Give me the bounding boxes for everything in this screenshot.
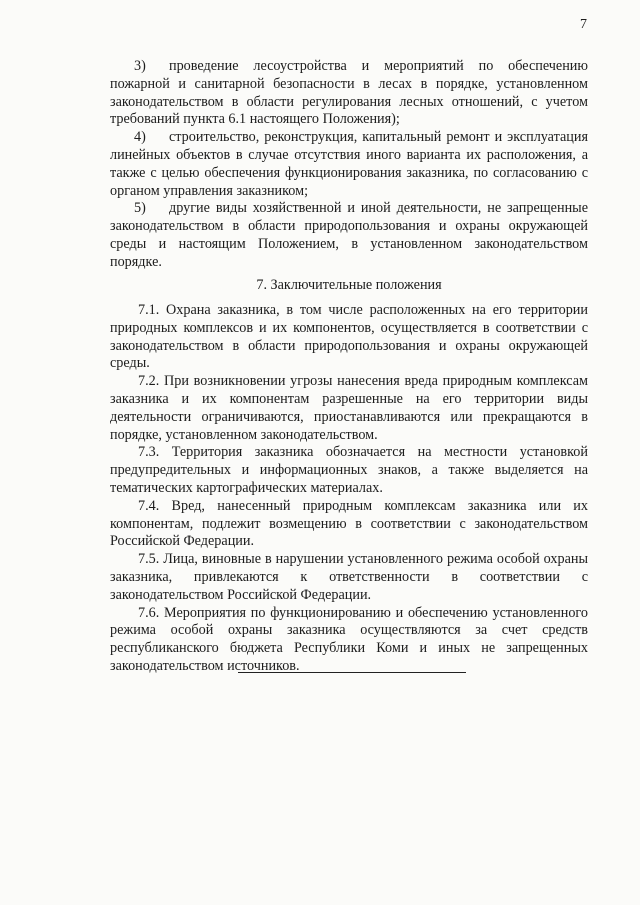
list-item-text: другие виды хозяйственной и иной деятельности, не запрещенные законодательством в области природопользования и охраны окружающей среды и настоящим Положением, в установленном законодательством порядке.	[110, 200, 588, 270]
list-item-number: 5)	[134, 200, 146, 217]
paragraph-7-1: 7.1. Охрана заказника, в том числе расположенных на его территории природных комплексов и их компонентов, осуществляется в соответствии с законодательством в области природопользования и охраны окружающей среды.	[110, 302, 588, 372]
paragraph-7-5: 7.5. Лица, виновные в нарушении установленного режима особой охраны заказника, привлекаются к ответственности в соответствии с законодательством Российской Федерации.	[110, 551, 588, 603]
list-item-number: 3)	[134, 58, 146, 74]
page-number: 7	[580, 17, 587, 32]
section-heading: 7. Заключительные положения	[256, 277, 442, 293]
paragraph-7-4: 7.4. Вред, нанесенный природным комплексам заказника или их компонентам, подлежит возмещению в соответствии с законодательством Российской Федерации.	[110, 497, 588, 550]
paragraph-7-6: 7.6. Мероприятия по функционированию и обеспечению установленного режима особой охраны заказника осуществляются за счет средств республиканского бюджета Республики Коми и иных не запрещенных законодательством источников.	[110, 604, 588, 674]
end-rule	[238, 672, 466, 673]
list-item	[110, 58, 588, 129]
list-item	[110, 129, 588, 200]
list-item-text: строительство, реконструкция, капитальный ремонт и эксплуатация линейных объектов в случае отсутствия иного варианта их расположения, а также с целью обеспечения функционирования заказника, по согласованию с органом управления заказником;	[110, 129, 588, 199]
list-item	[110, 200, 588, 271]
list-item-number: 4)	[134, 129, 146, 146]
final-provisions	[110, 302, 588, 676]
list-item-text: проведение лесоустройства и мероприятий по обеспечению пожарной и санитарной безопасности в лесах в порядке, установленном законодательством в области регулирования лесных отношений, с учетом требований пункта 6.1 настоящего Положения);	[110, 58, 588, 128]
permitted-activities-list	[110, 58, 588, 272]
paragraph-7-2: 7.2. При возникновении угрозы нанесения вреда природным комплексам заказника и их компонентам разрешенные на его территории виды деятельности ограничиваются, приостанавливаются или прекращаются в порядке, установленном законодательством.	[110, 373, 588, 443]
paragraph-7-3: 7.3. Территория заказника обозначается на местности установкой предупредительных и информационных знаков, а также выделяется на тематических картографических материалах.	[110, 444, 588, 496]
